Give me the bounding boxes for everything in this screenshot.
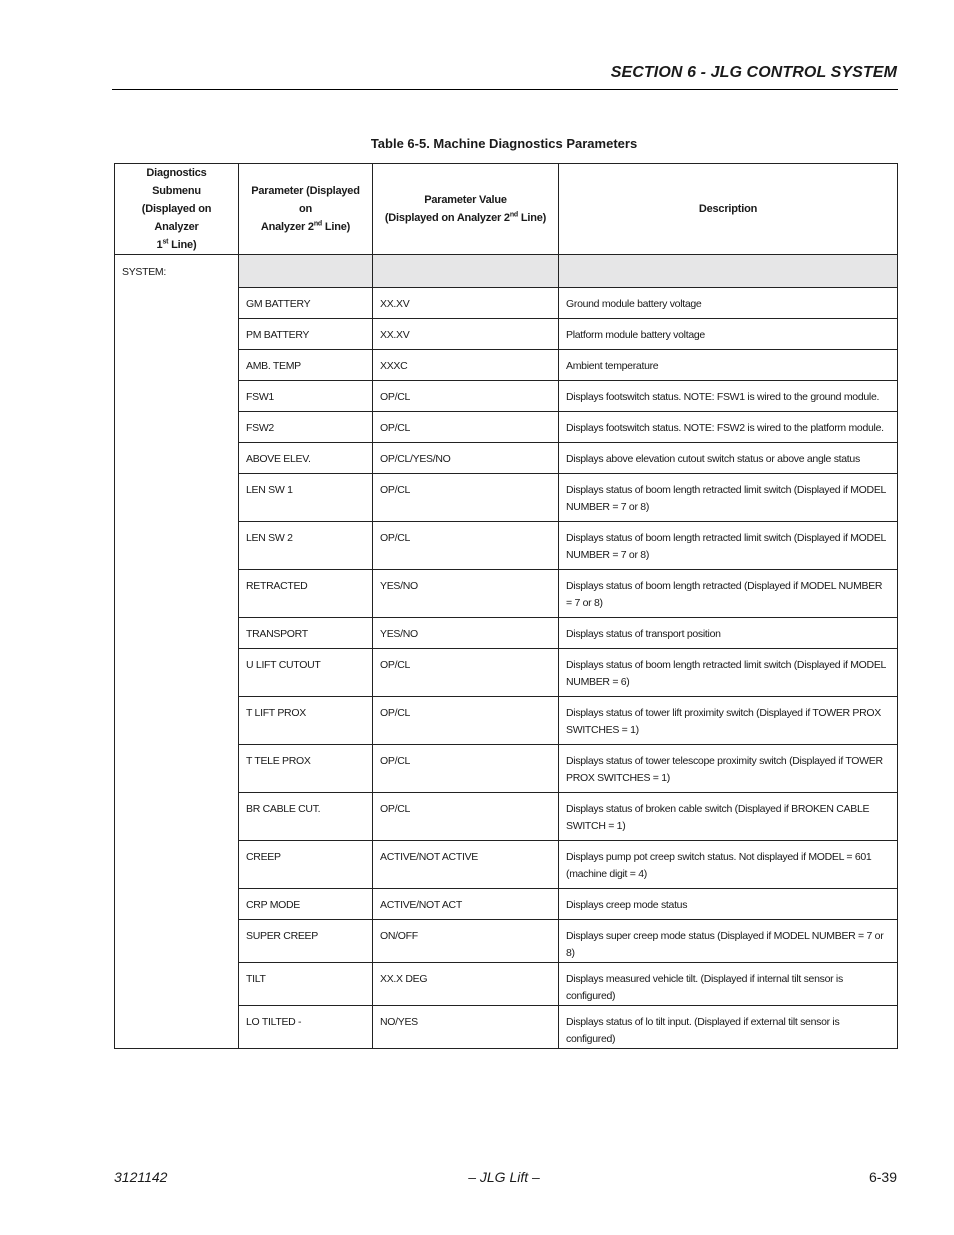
column-header-parameter: Parameter (Displayed on Analyzer 2nd Line) — [239, 164, 373, 255]
value-cell: OP/CL — [373, 381, 559, 412]
table-row-system — [115, 255, 898, 288]
parameter-cell: T TELE PROX — [239, 745, 373, 793]
parameter-cell: LEN SW 1 — [239, 474, 373, 522]
description-cell: Ambient temperature — [559, 350, 898, 381]
value-cell: ACTIVE/NOT ACT — [373, 889, 559, 920]
value-cell: OP/CL — [373, 697, 559, 745]
doc-number: 3121142 — [114, 1169, 168, 1185]
description-cell: Displays pump pot creep switch status. Not displayed if MODEL = 601 (machine digit = 4) — [559, 841, 898, 889]
column-header-submenu: Diagnostics Submenu (Displayed on Analyzer 1st Line) — [115, 164, 239, 255]
parameter-cell: TRANSPORT — [239, 618, 373, 649]
description-cell: Displays status of tower telescope proximity switch (Displayed if TOWER PROX SWITCHES = 1) — [559, 745, 898, 793]
parameter-cell: PM BATTERY — [239, 319, 373, 350]
description-cell: Displays status of broken cable switch (Displayed if BROKEN CABLE SWITCH = 1) — [559, 793, 898, 841]
parameter-cell: BR CABLE CUT. — [239, 793, 373, 841]
value-cell: XX.X DEG — [373, 963, 559, 1006]
value-cell: YES/NO — [373, 570, 559, 618]
parameter-cell: LEN SW 2 — [239, 522, 373, 570]
parameter-cell: CREEP — [239, 841, 373, 889]
column-header-description: Description — [559, 164, 898, 255]
value-cell: OP/CL — [373, 412, 559, 443]
page-number: 6-39 — [868, 1169, 897, 1185]
description-cell: Displays footswitch status. NOTE: FSW1 is wired to the ground module. — [559, 381, 898, 412]
parameter-cell: FSW2 — [239, 412, 373, 443]
value-cell: OP/CL — [373, 793, 559, 841]
value-cell: OP/CL — [373, 474, 559, 522]
value-cell: OP/CL — [373, 649, 559, 697]
description-cell: Displays status of boom length retracted limit switch (Displayed if MODEL NUMBER = 7 or 8) — [559, 474, 898, 522]
value-cell: NO/YES — [373, 1006, 559, 1049]
grey-cell — [239, 255, 373, 288]
value-cell: OP/CL/YES/NO — [373, 443, 559, 474]
value-cell: XX.XV — [373, 288, 559, 319]
table-header-row — [115, 164, 898, 255]
section-title: SECTION 6 - JLG CONTROL SYSTEM — [610, 64, 897, 81]
parameter-cell: RETRACTED — [239, 570, 373, 618]
description-cell: Displays creep mode status — [559, 889, 898, 920]
description-cell: Displays footswitch status. NOTE: FSW2 is wired to the platform module. — [559, 412, 898, 443]
value-cell: ACTIVE/NOT ACTIVE — [373, 841, 559, 889]
parameter-cell: T LIFT PROX — [239, 697, 373, 745]
description-cell: Displays status of boom length retracted limit switch (Displayed if MODEL NUMBER = 6) — [559, 649, 898, 697]
value-cell: OP/CL — [373, 745, 559, 793]
header-rule — [112, 89, 898, 90]
value-cell: YES/NO — [373, 618, 559, 649]
grey-cell — [559, 255, 898, 288]
parameter-cell: U LIFT CUTOUT — [239, 649, 373, 697]
description-cell: Displays measured vehicle tilt. (Displayed if internal tilt sensor is configured) — [559, 963, 898, 1006]
description-cell: Displays status of transport position — [559, 618, 898, 649]
diagnostics-table — [114, 163, 898, 1049]
grey-cell — [373, 255, 559, 288]
value-cell: OP/CL — [373, 522, 559, 570]
parameter-cell: SUPER CREEP — [239, 920, 373, 963]
parameter-cell: ABOVE ELEV. — [239, 443, 373, 474]
parameter-cell: GM BATTERY — [239, 288, 373, 319]
parameter-cell: FSW1 — [239, 381, 373, 412]
value-cell: XXXC — [373, 350, 559, 381]
value-cell: ON/OFF — [373, 920, 559, 963]
footer-center: – JLG Lift – — [468, 1169, 540, 1185]
value-cell: XX.XV — [373, 319, 559, 350]
description-cell: Displays super creep mode status (Displayed if MODEL NUMBER = 7 or 8) — [559, 920, 898, 963]
parameter-cell: CRP MODE — [239, 889, 373, 920]
table-title: Table 6-5. Machine Diagnostics Parameters — [370, 136, 638, 151]
description-cell: Platform module battery voltage — [559, 319, 898, 350]
submenu-cell: SYSTEM: — [115, 255, 239, 1049]
parameter-cell: LO TILTED - — [239, 1006, 373, 1049]
description-cell: Displays above elevation cutout switch status or above angle status — [559, 443, 898, 474]
description-cell: Displays status of boom length retracted (Displayed if MODEL NUMBER = 7 or 8) — [559, 570, 898, 618]
parameter-cell: TILT — [239, 963, 373, 1006]
description-cell: Displays status of boom length retracted limit switch (Displayed if MODEL NUMBER = 7 or 8) — [559, 522, 898, 570]
description-cell: Displays status of lo tilt input. (Displayed if external tilt sensor is configured) — [559, 1006, 898, 1049]
parameter-cell: AMB. TEMP — [239, 350, 373, 381]
description-cell: Displays status of tower lift proximity switch (Displayed if TOWER PROX SWITCHES = 1) — [559, 697, 898, 745]
description-cell: Ground module battery voltage — [559, 288, 898, 319]
column-header-value: Parameter Value (Displayed on Analyzer 2nd Line) — [373, 164, 559, 255]
